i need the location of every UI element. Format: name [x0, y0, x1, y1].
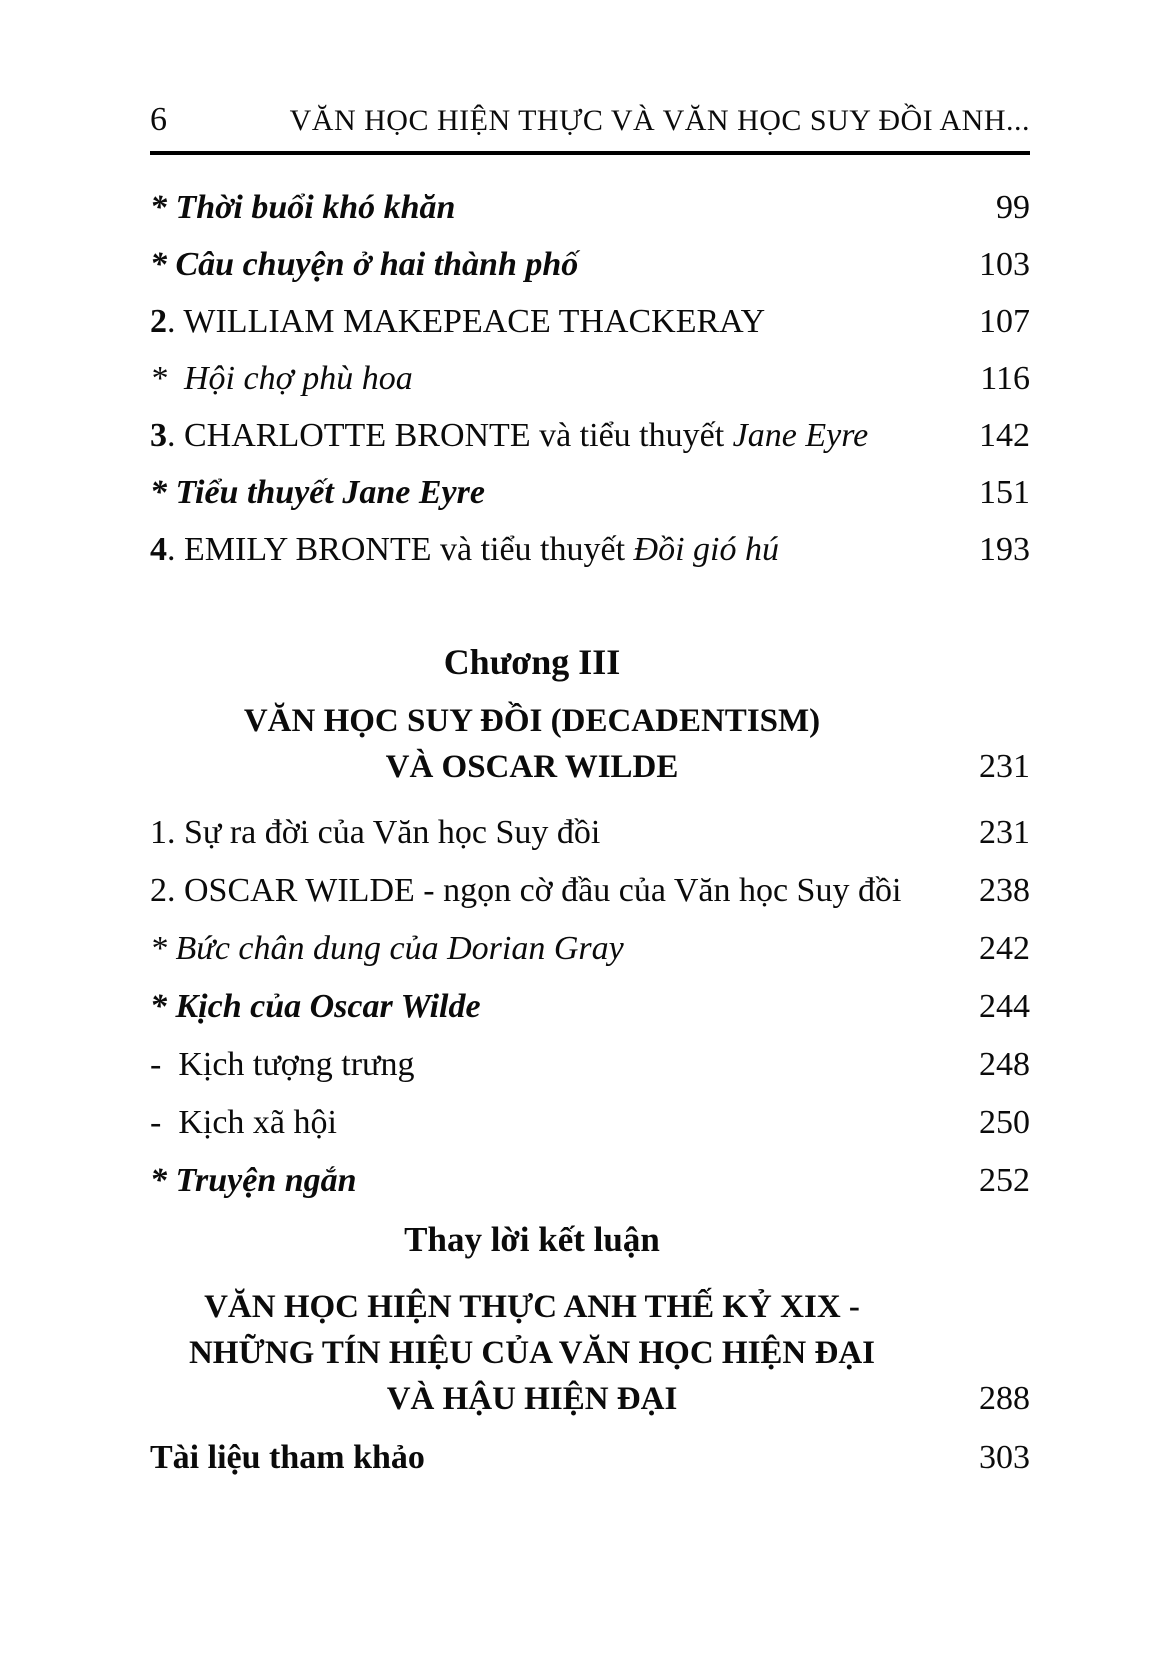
entry-label: . CHARLOTTE BRONTE và tiểu thuyết: [167, 417, 733, 454]
entry-label: * Hội chợ phù hoa: [150, 360, 413, 397]
references-entry: [150, 1436, 1030, 1480]
entry-book-title: Jane Eyre: [732, 417, 869, 454]
entry-page-number: 231: [979, 748, 1030, 785]
toc-entry: [150, 978, 1030, 1036]
toc-entry: [150, 350, 1030, 407]
header-rule: [150, 151, 1030, 155]
conclusion-title-line: [150, 1330, 1030, 1376]
toc-entry: [150, 862, 1030, 920]
conclusion-title-text: NHỮNG TÍN HIỆU CỦA VĂN HỌC HIỆN ĐẠI: [188, 1335, 876, 1371]
chapter-kicker: Chương III: [443, 642, 621, 682]
folio-page-number: 6: [150, 101, 167, 138]
chapter-title-text: VÀ OSCAR WILDE: [385, 749, 679, 785]
entry-label: * Bức chân dung của Dorian Gray: [150, 930, 624, 967]
toc-entry: [150, 1094, 1030, 1152]
toc-entry: [150, 920, 1030, 978]
conclusion-title-text: VÀ HẬU HIỆN ĐẠI: [386, 1381, 678, 1417]
toc-entry: [150, 804, 1030, 862]
entry-page-number: 248: [979, 1046, 1030, 1083]
toc-entry: [150, 521, 1030, 578]
entry-page-number: 242: [979, 930, 1030, 967]
entry-label: * Tiểu thuyết Jane Eyre: [150, 474, 485, 511]
entry-page-number: 151: [979, 474, 1030, 511]
toc-list-chapter2: [150, 179, 1030, 578]
toc-entry: [150, 407, 1030, 464]
entry-page-number: 116: [980, 360, 1030, 397]
toc-entry: [150, 236, 1030, 293]
entry-label: * Câu chuyện ở hai thành phố: [150, 246, 579, 283]
running-header: [150, 100, 1030, 141]
entry-page-number: 250: [979, 1104, 1030, 1141]
entry-label: - Kịch tượng trưng: [150, 1046, 415, 1083]
entry-page-number: 252: [979, 1162, 1030, 1199]
entry-page-number: 231: [979, 814, 1030, 851]
toc-entry: [150, 1036, 1030, 1094]
entry-label: * Thời buổi khó khăn: [150, 189, 456, 226]
entry-number: 2: [150, 303, 167, 340]
chapter-title-line: [150, 698, 1030, 744]
conclusion-title-block: [150, 1284, 1030, 1422]
entry-page-number: 193: [979, 531, 1030, 568]
book-page: [150, 0, 1030, 1480]
chapter-title-line: [150, 744, 1030, 790]
toc-entry: [150, 179, 1030, 236]
chapter-title-text: VĂN HỌC SUY ĐỒI (DECADENTISM): [243, 703, 821, 739]
toc-list-chapter3: [150, 804, 1030, 1210]
entry-page-number: 238: [979, 872, 1030, 909]
conclusion-title-line: [150, 1284, 1030, 1330]
entry-page-number: 142: [979, 417, 1030, 454]
conclusion-title-line: [150, 1376, 1030, 1422]
entry-page-number: 99: [996, 189, 1030, 226]
conclusion-title-text: VĂN HỌC HIỆN THỰC ANH THẾ KỶ XIX -: [204, 1289, 860, 1325]
toc-entry: [150, 1152, 1030, 1210]
conclusion-kicker: Thay lời kết luận: [404, 1220, 660, 1259]
entry-label: 2. OSCAR WILDE - ngọn cờ đầu của Văn học Suy đồi: [150, 872, 902, 909]
entry-book-title: Đồi gió hú: [633, 531, 779, 568]
entry-page-number: 103: [979, 246, 1030, 283]
entry-number: 3: [150, 417, 167, 454]
running-title: VĂN HỌC HIỆN THỰC VÀ VĂN HỌC SUY ĐỒI ANH...: [289, 104, 1030, 137]
entry-page-number: 288: [979, 1380, 1030, 1417]
entry-page-number: 244: [979, 988, 1030, 1025]
toc-entry: [150, 293, 1030, 350]
entry-label: * Kịch của Oscar Wilde: [150, 988, 481, 1025]
entry-label: * Truyện ngắn: [150, 1162, 357, 1199]
entry-label: - Kịch xã hội: [150, 1104, 337, 1141]
entry-page-number: 107: [979, 303, 1030, 340]
chapter-title-block: [150, 698, 1030, 790]
entry-label: 1. Sự ra đời của Văn học Suy đồi: [150, 814, 601, 851]
entry-label: . WILLIAM MAKEPEACE THACKERAY: [167, 303, 766, 340]
entry-number: 4: [150, 531, 167, 568]
references-label: Tài liệu tham khảo: [150, 1439, 425, 1476]
entry-page-number: 303: [979, 1439, 1030, 1476]
entry-label: . EMILY BRONTE và tiểu thuyết: [167, 531, 634, 568]
toc-entry: [150, 464, 1030, 521]
